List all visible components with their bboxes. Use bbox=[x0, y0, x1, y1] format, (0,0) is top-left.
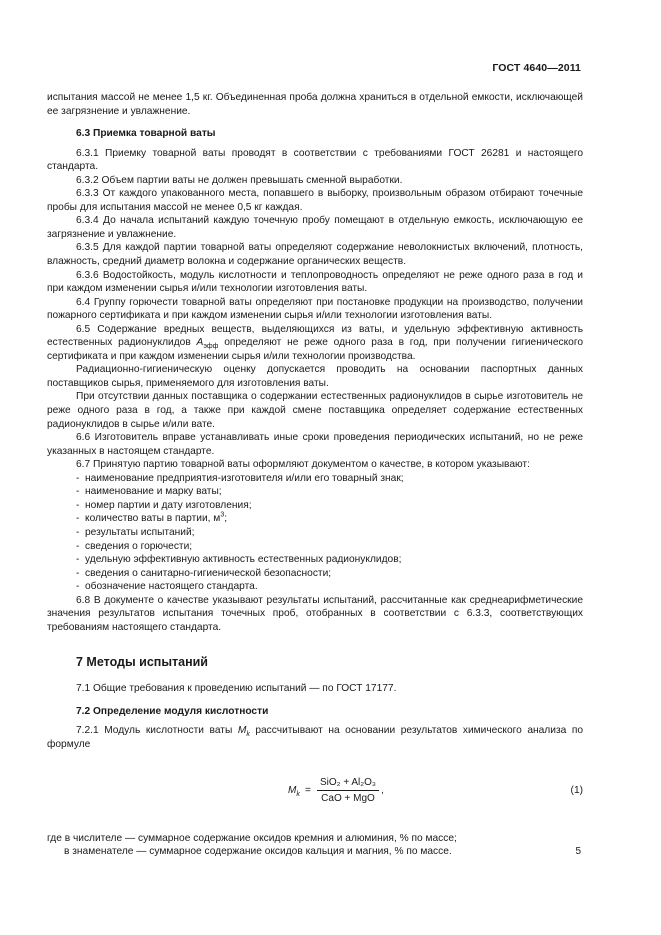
where-denominator: в знаменателе — суммарное содержание оксидов кальция и магния, % по массе. bbox=[64, 846, 452, 858]
list-item: - номер партии и дату изготовления; bbox=[76, 499, 252, 511]
formula-equals: = bbox=[305, 784, 311, 796]
formula-lhs: $M_k$ bbox=[288, 784, 300, 798]
formula-numerator: SiO₂ + Al₂O₃ bbox=[317, 776, 379, 792]
paragraph-6-6: 6.6 Изготовитель вправе устанавливать иные сроки проведения периодических испытаний, но не реже указанных в настоящем стандарте. bbox=[47, 432, 583, 457]
section-7-2-title: 7.2 Определение модуля кислотности bbox=[76, 705, 269, 717]
paragraph-6-5-text-b: определяют не реже одного раза в год, при получении гигиенического сертификата и при каждом изменении сырья и/или технологии производства. bbox=[47, 337, 583, 362]
where-numerator: где в числителе — суммарное содержание оксидов кремния и алюминия, % по массе; bbox=[47, 832, 457, 844]
symbol-a-eff: А bbox=[196, 337, 204, 349]
formula-1: $M_k$ = SiO₂ + Al₂O₃ CaO + MgO , (1) bbox=[288, 776, 583, 805]
paragraph-intro: испытания массой не менее 1,5 кг. Объединенная проба должна храниться в отдельной емкости, исключающей ее загрязнение и увлажнение. bbox=[47, 92, 583, 117]
formula-denominator: CaO + MgO bbox=[321, 793, 375, 805]
list-item: - удельную эффективную активность естественных радионуклидов; bbox=[76, 554, 402, 566]
paragraph-7-2-1: 7.2.1 Модуль кислотности ваты $М_k$ рассчитывают на основании результатов химического анализа по формуле bbox=[47, 725, 584, 750]
section-7-title: 7 Методы испытаний bbox=[76, 655, 208, 670]
paragraph-6-3-4: 6.3.4 До начала испытаний каждую точечную пробу помещают в отдельную емкость, исключающую ее загрязнение и увлажнение. bbox=[47, 215, 583, 240]
paragraph-6-3-6: 6.3.6 Водостойкость, модуль кислотности и теплопроводность определяют не реже одного раза в год и при каждом изменении сырья и/или технологии изготовления ваты. bbox=[47, 269, 583, 295]
symbol-mk: М bbox=[237, 725, 247, 737]
paragraph-6-5-text-a: 6.5 Содержание вредных веществ, выделяющихся из ваты, и удельную эффективную активность естественных радионуклидов bbox=[47, 323, 583, 349]
page-content bbox=[47, 91, 583, 859]
list-item: - наименование предприятия-изготовителя и/или его товарный знак; bbox=[76, 472, 404, 484]
list-item: - сведения о санитарно-гигиенической безопасности; bbox=[76, 567, 332, 579]
list-item: - результаты испытаний; bbox=[76, 526, 195, 538]
paragraph-6-3-5: 6.3.5 Для каждой партии товарной ваты определяют содержание неволокнистых включений, плотность, влажность, средний диаметр волокна и содержание органических веществ. bbox=[47, 242, 583, 268]
paragraph-6-3-1: 6.3.1 Приемку товарной ваты проводят в соответствии с требованиями ГОСТ 26281 и настоящего стандарта. bbox=[47, 147, 583, 173]
symbol-a-eff-subscript: эфф bbox=[203, 343, 219, 351]
section-6-3-title: 6.3 Приемка товарной ваты bbox=[76, 128, 216, 140]
page-number: 5 bbox=[575, 846, 581, 857]
formula-number: (1) bbox=[570, 784, 583, 796]
list-item: - сведения о горючести; bbox=[76, 540, 193, 552]
list-item: - обозначение настоящего стандарта. bbox=[76, 581, 258, 593]
paragraph-6-8: 6.8 В документе о качестве указывают результаты испытаний, рассчитанные как среднеарифметические значения результатов испытания точечных проб, отобранных в соответствии с 6.3.3, соответствующих требованиям настоящего стандарта. bbox=[47, 594, 583, 633]
paragraph-6-3-3: 6.3.3 От каждого упакованного места, попавшего в выборку, произвольным образом отбирают точечные пробы для испытания массой не менее 0,5 кг каждая. bbox=[47, 188, 583, 213]
list-item: - наименование и марку ваты; bbox=[76, 486, 222, 498]
formula-fraction bbox=[317, 776, 379, 806]
paragraph-6-5-radiation: Радиационно-гигиеническую оценку допускается проводить на основании паспортных данных поставщиков сырья, применяемого для изготовления ваты. bbox=[47, 364, 583, 389]
list-item: - количество ваты в партии, $м^3$; bbox=[76, 512, 228, 525]
paragraph-6-7: 6.7 Принятую партию товарной ваты оформляют документом о качестве, в котором указывают: bbox=[76, 459, 530, 471]
paragraph-7-1: 7.1 Общие требования к проведению испытаний — по ГОСТ 17177. bbox=[76, 683, 397, 695]
quality-document-list bbox=[47, 472, 583, 594]
paragraph-6-3-2: 6.3.2 Объем партии ваты не должен превышать сменной выработки. bbox=[76, 174, 403, 186]
paragraph-6-5-supplier: При отсутствии данных поставщика о содержании естественных радионуклидов в сырье изготовитель не реже одного раза в год, а также при каждой смене поставщика определяет содержание естественных радионуклидов в сырье и/или вате. bbox=[47, 391, 583, 430]
paragraph-6-4: 6.4 Группу горючести товарной ваты определяют при постановке продукции на производство, получении пожарного сертификата и при каждом изменении сырья и/или технологии изготовления ваты. bbox=[47, 296, 583, 322]
paragraph-6-5 bbox=[47, 323, 583, 364]
document-id-header: ГОСТ 4640—2011 bbox=[492, 62, 581, 74]
